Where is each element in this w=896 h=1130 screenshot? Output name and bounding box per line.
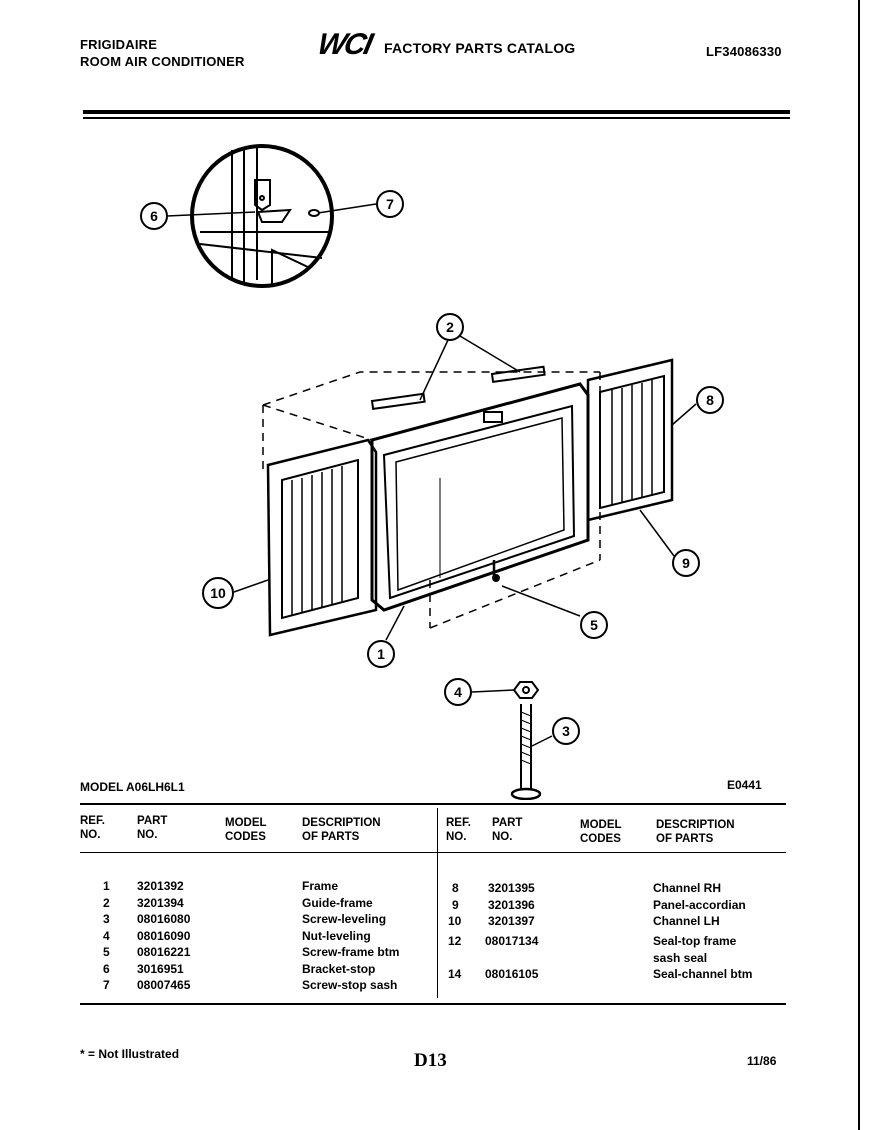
catalog-title: FACTORY PARTS CATALOG — [384, 40, 576, 56]
svg-text:1: 1 — [377, 646, 385, 662]
ref-no: 3 — [103, 912, 110, 926]
callout-5 — [581, 612, 607, 638]
footnote-not-illustrated: * = Not Illustrated — [80, 1047, 180, 1061]
part-description: Bracket-stop — [302, 961, 376, 976]
callout-3 — [553, 718, 579, 744]
part-no: 08007465 — [137, 978, 191, 992]
part-description: Channel RH — [653, 881, 722, 895]
part-description: Nut-leveling — [302, 928, 371, 943]
part-no: 08016105 — [485, 967, 539, 981]
callout-7 — [377, 191, 403, 217]
svg-text:10: 10 — [210, 585, 226, 601]
header-part-no: PART NO. — [492, 817, 523, 843]
ref-no: 5 — [103, 945, 110, 959]
header-ref-no: REF. NO. — [446, 817, 471, 843]
callout-1 — [368, 641, 394, 667]
part-no: 08016090 — [137, 928, 191, 943]
part-description: Panel-accordian — [653, 897, 746, 912]
diagram-code: E0441 — [727, 778, 762, 792]
ref-no: 9 — [452, 897, 459, 912]
callout-8 — [697, 387, 723, 413]
part-description: sash seal — [653, 950, 708, 965]
callout-group — [141, 191, 723, 744]
header-model-codes: MODEL CODES — [580, 819, 622, 845]
part-description: Frame — [302, 879, 339, 893]
part-description: Screw-frame btm — [302, 945, 400, 959]
part-no: 08016221 — [137, 945, 191, 959]
callout-4 — [445, 679, 471, 705]
callout-2 — [437, 314, 463, 340]
ref-no: 1 — [103, 879, 110, 893]
part-no: 3201394 — [137, 895, 184, 910]
table-top-rule — [80, 803, 786, 805]
svg-text:9: 9 — [682, 555, 690, 571]
ref-no: 8 — [452, 881, 459, 895]
product-name: ROOM AIR CONDITIONER — [80, 54, 245, 69]
callout-10 — [203, 578, 233, 608]
header-description: DESCRIPTION OF PARTS — [656, 819, 735, 845]
catalog-number: LF34086330 — [706, 44, 782, 59]
ref-no: 10 — [448, 914, 462, 928]
svg-text:3: 3 — [562, 723, 570, 739]
svg-text:2: 2 — [446, 319, 454, 335]
part-description: Screw-leveling — [302, 912, 387, 926]
ref-no: 12 — [448, 934, 462, 948]
part-no: 3201392 — [137, 879, 184, 893]
header-ref-no: REF. NO. — [80, 815, 105, 841]
part-no: 3201397 — [488, 914, 535, 928]
page-code: D13 — [414, 1050, 447, 1071]
wci-logo: WCI — [314, 28, 374, 61]
part-description: Seal-top frame — [653, 934, 737, 948]
ref-no: 7 — [103, 978, 110, 992]
svg-text:5: 5 — [590, 617, 598, 633]
model-label: MODEL A06LH6L1 — [80, 780, 185, 794]
part-no: 08017134 — [485, 934, 539, 948]
part-no: 3201396 — [488, 897, 535, 912]
svg-text:4: 4 — [454, 684, 462, 700]
table-bottom-rule — [80, 1003, 786, 1005]
brand-name: FRIGIDAIRE — [80, 37, 158, 52]
part-description: Seal-channel btm — [653, 967, 753, 981]
part-description: Channel LH — [653, 914, 720, 928]
ref-no: 2 — [103, 895, 110, 910]
part-description: Guide-frame — [302, 895, 373, 910]
header-part-no: PART NO. — [137, 815, 168, 841]
ref-no: 4 — [103, 928, 110, 943]
callout-9 — [673, 550, 699, 576]
part-no: 08016080 — [137, 912, 191, 926]
header-model-codes: MODEL CODES — [225, 817, 267, 843]
catalog-date: 11/86 — [747, 1054, 777, 1068]
svg-text:7: 7 — [386, 196, 394, 212]
header-description: DESCRIPTION OF PARTS — [302, 817, 381, 843]
table-column-divider — [437, 808, 438, 998]
ref-no: 6 — [103, 961, 110, 976]
ref-no: 14 — [448, 967, 462, 981]
callout-6 — [141, 203, 167, 229]
table-header-rule — [80, 852, 786, 853]
part-description: Screw-stop sash — [302, 978, 398, 992]
part-no: 3016951 — [137, 961, 184, 976]
svg-text:8: 8 — [706, 392, 714, 408]
svg-text:6: 6 — [150, 208, 158, 224]
part-no: 3201395 — [488, 881, 535, 895]
